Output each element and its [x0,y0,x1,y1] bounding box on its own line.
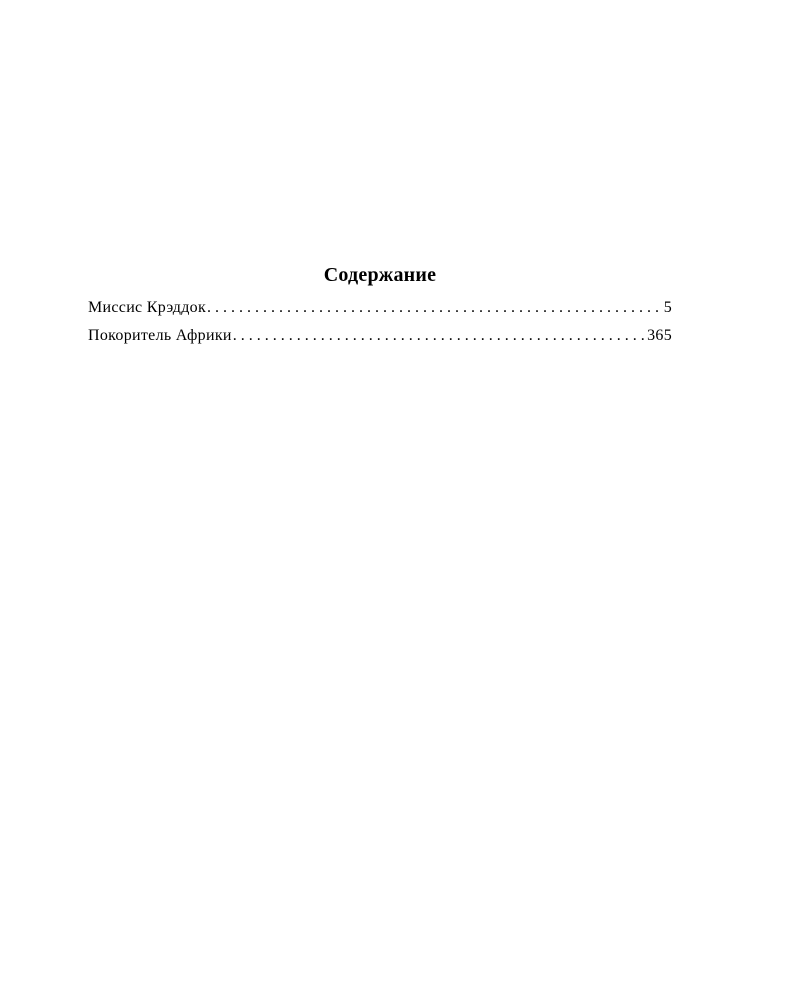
toc-entry-title: Покоритель Африки [88,327,232,344]
toc-entry [88,294,672,322]
toc-list [88,294,672,350]
table-of-contents [88,260,672,350]
dot-leader [207,294,663,322]
toc-heading: Содержание [323,264,437,286]
toc-page-number: 365 [647,327,672,344]
toc-entry-title: Миссис Крэддок [88,299,207,316]
toc-page-number: 5 [663,299,672,316]
toc-entry [88,322,672,350]
dot-leader [233,322,646,350]
